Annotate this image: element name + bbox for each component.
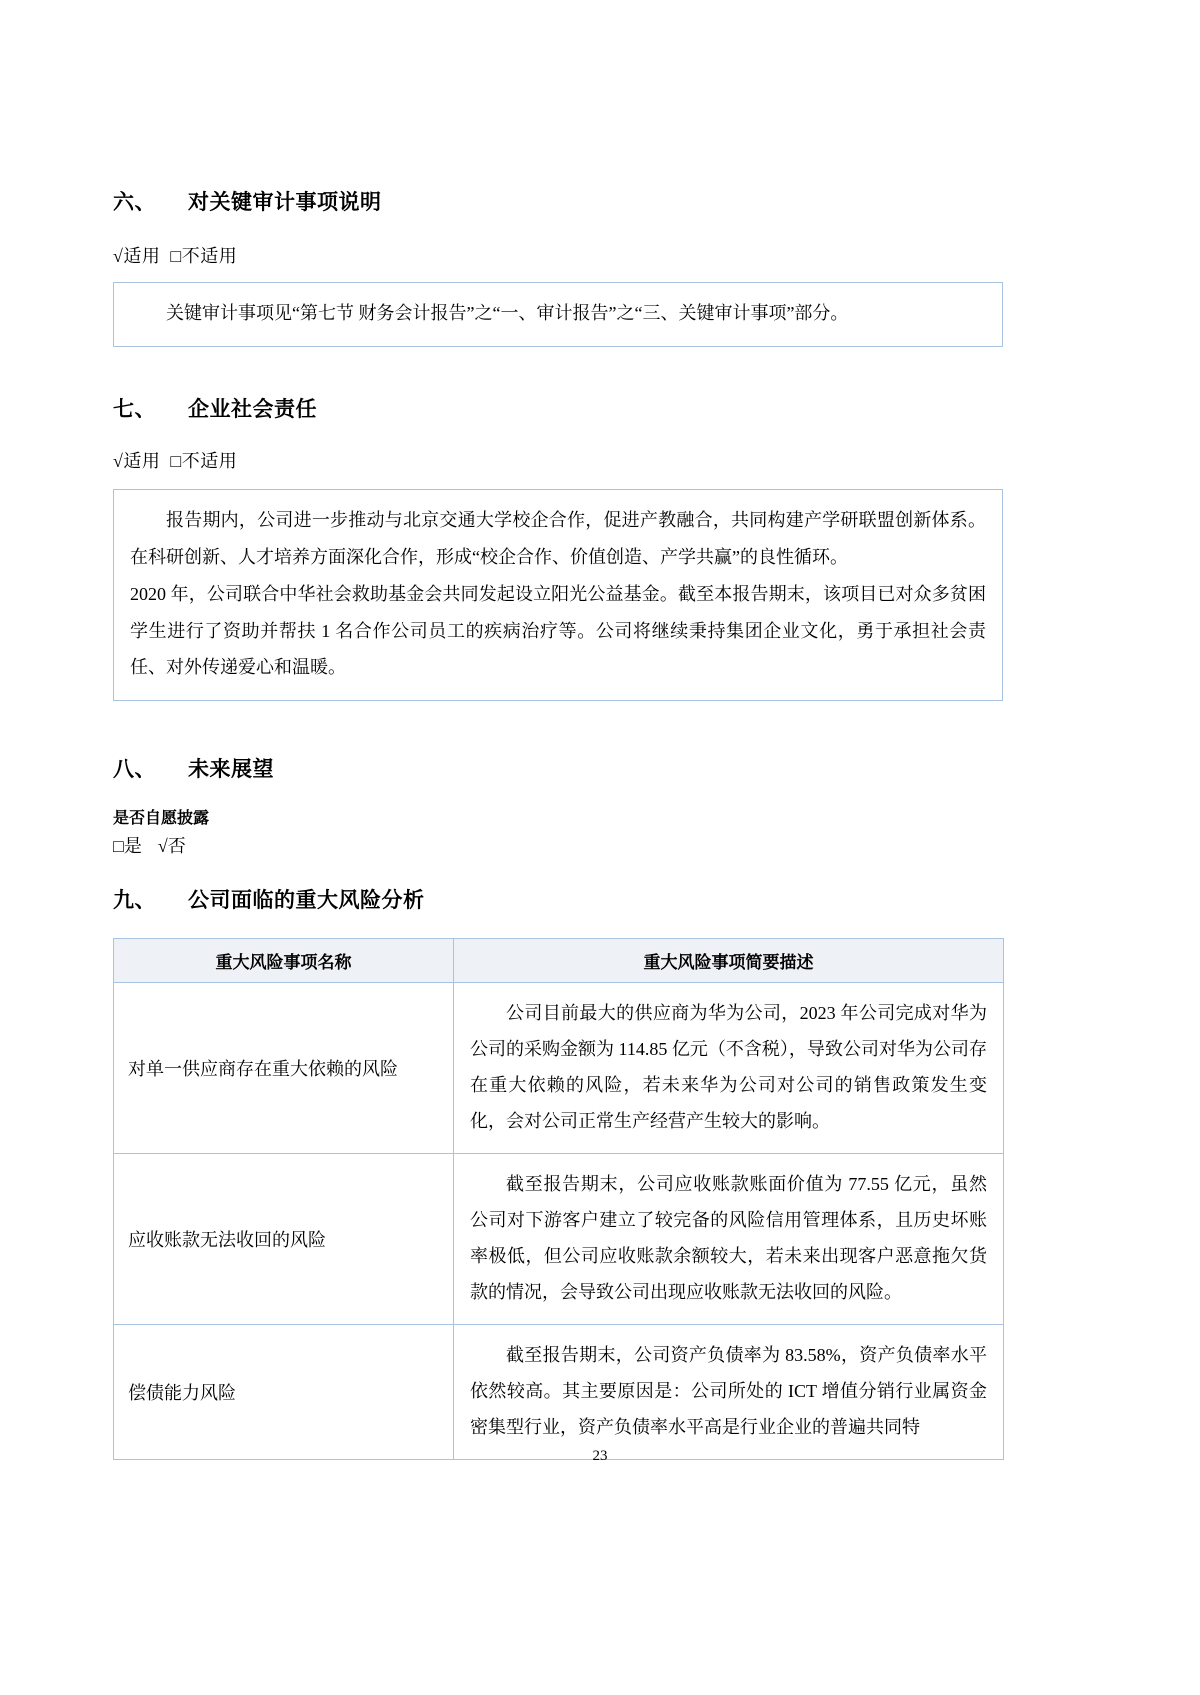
- section-seven-body-box: [113, 489, 1003, 701]
- section-eight-title: 未来展望: [188, 758, 274, 782]
- section-seven-title: 企业社会责任: [188, 397, 317, 421]
- section-six-heading: [113, 186, 1003, 216]
- voluntary-no-checkbox[interactable]: √否: [157, 836, 186, 857]
- table-row: [114, 1325, 1004, 1460]
- column-header-risk-name: 重大风险事项名称: [114, 939, 454, 983]
- section-six-applicable-checkbox[interactable]: √适用: [113, 246, 161, 266]
- table-header-row: [114, 939, 1004, 983]
- section-six-not-applicable-checkbox[interactable]: □不适用: [170, 246, 238, 266]
- section-eight-number: 八、: [113, 758, 156, 782]
- column-header-risk-desc: 重大风险事项简要描述: [454, 939, 1004, 983]
- section-seven-number: 七、: [113, 397, 156, 421]
- section-seven-paragraph-2: 2020 年，公司联合中华社会救助基金会共同发起设立阳光公益基金。截至本报告期末，该项目已对众多贫困学生进行了资助并帮扶 1 名合作公司员工的疾病治疗等。公司将继续秉持集团企业文化，勇于承担社会责任、对外传递爱心和温暖。: [130, 583, 986, 678]
- risk-name-1: 对单一供应商存在重大依赖的风险: [114, 983, 454, 1154]
- section-eight-heading: [113, 753, 1003, 783]
- section-seven-heading: [113, 393, 1003, 423]
- section-nine-number: 九、: [113, 889, 156, 913]
- section-six-body-text: 关键审计事项见“第七节 财务会计报告”之“一、审计报告”之“三、关键审计事项”部分。: [166, 303, 849, 323]
- risk-desc-1: 公司目前最大的供应商为华为公司，2023 年公司完成对华为公司的采购金额为 114.85 亿元（不含税），导致公司对华为公司存在重大依赖的风险，若未来华为公司对公司的销售政策发生变化，会对公司正常生产经营产生较大的影响。: [454, 983, 1004, 1154]
- voluntary-disclosure-options: [113, 832, 1003, 858]
- risk-name-3: 偿债能力风险: [114, 1325, 454, 1460]
- section-nine-title: 公司面临的重大风险分析: [188, 889, 425, 913]
- risk-desc-3: 截至报告期末，公司资产负债率为 83.58%，资产负债率水平依然较高。其主要原因是：公司所处的 ICT 增值分销行业属资金密集型行业，资产负债率水平高是行业企业的普遍共同特: [454, 1325, 1004, 1460]
- risk-name-2: 应收账款无法收回的风险: [114, 1154, 454, 1325]
- major-risk-table: [113, 938, 1004, 1460]
- voluntary-disclosure-label: 是否自愿披露: [113, 810, 210, 828]
- section-six-applicable-line: [113, 242, 1003, 268]
- section-seven-not-applicable-checkbox[interactable]: □不适用: [170, 450, 238, 471]
- voluntary-yes-checkbox[interactable]: □是: [113, 836, 142, 857]
- section-seven-paragraph-1: 报告期内，公司进一步推动与北京交通大学校企合作，促进产教融合，共同构建产学研联盟创新体系。在科研创新、人才培养方面深化合作，形成“校企合作、价值创造、产学共赢”的良性循环。: [130, 509, 986, 567]
- section-seven-applicable-line: [113, 447, 1003, 473]
- page-number: 23: [592, 1448, 608, 1464]
- page-content: [113, 0, 1003, 1460]
- risk-desc-2: 截至报告期末，公司应收账款账面价值为 77.55 亿元，虽然公司对下游客户建立了较完备的风险信用管理体系，且历史坏账率极低，但公司应收账款余额较大，若未来出现客户恶意拖欠货款的情况，会导致公司出现应收账款无法收回的风险。: [454, 1154, 1004, 1325]
- section-seven-applicable-checkbox[interactable]: √适用: [113, 450, 161, 471]
- section-six-title: 对关键审计事项说明: [188, 191, 382, 214]
- table-row: [114, 1154, 1004, 1325]
- table-row: [114, 983, 1004, 1154]
- section-six-number: 六、: [113, 191, 156, 214]
- section-nine-heading: [113, 884, 1003, 914]
- section-six-body-box: [113, 282, 1003, 347]
